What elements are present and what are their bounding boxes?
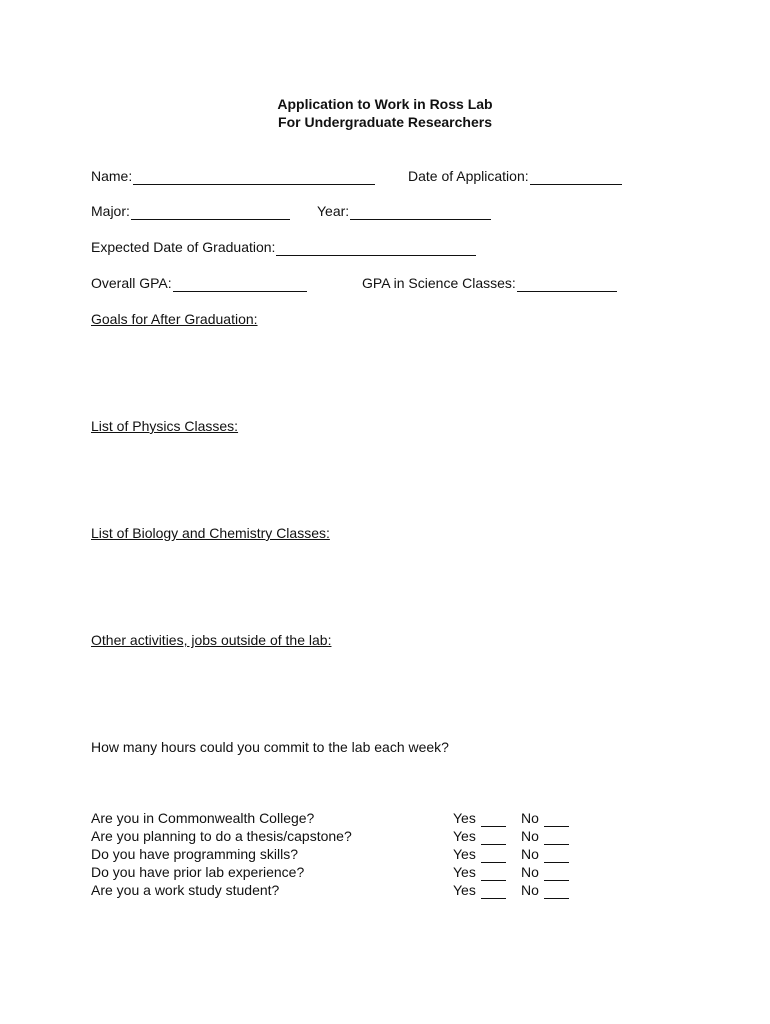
name-label: Name: [91, 168, 133, 184]
no-blank[interactable] [544, 884, 569, 899]
yes-label: Yes [453, 864, 476, 880]
no-option[interactable] [521, 881, 569, 899]
form-subtitle: For Undergraduate Researchers [278, 114, 492, 130]
question-text: Are you a work study student? [91, 882, 280, 898]
yes-no-question-row [91, 809, 651, 827]
yes-no-question-row [91, 881, 651, 899]
no-label: No [521, 810, 539, 826]
no-label: No [521, 864, 539, 880]
major-field[interactable] [91, 202, 290, 220]
no-blank[interactable] [544, 830, 569, 845]
overall-gpa-blank[interactable] [173, 277, 307, 292]
yes-label: Yes [453, 828, 476, 844]
date-of-application-label: Date of Application: [408, 168, 529, 184]
yes-no-question-row [91, 845, 651, 863]
yes-label: Yes [453, 810, 476, 826]
year-label: Year: [317, 203, 350, 219]
no-option[interactable] [521, 827, 569, 845]
no-blank[interactable] [544, 848, 569, 863]
yes-no-question-row [91, 863, 651, 881]
major-label: Major: [91, 203, 130, 219]
question-text: Are you planning to do a thesis/capstone? [91, 828, 352, 844]
yes-option[interactable] [453, 809, 506, 827]
no-label: No [521, 846, 539, 862]
date-of-application-field[interactable] [408, 167, 622, 185]
no-label: No [521, 828, 539, 844]
yes-option[interactable] [453, 827, 506, 845]
date-of-application-blank[interactable] [530, 170, 622, 185]
yes-option[interactable] [453, 863, 506, 881]
question-text: Are you in Commonwealth College? [91, 810, 315, 826]
hours-question: How many hours could you commit to the lab each week? [91, 739, 449, 755]
overall-gpa-label: Overall GPA: [91, 275, 172, 291]
no-option[interactable] [521, 863, 569, 881]
year-field[interactable] [317, 202, 491, 220]
expected-graduation-label: Expected Date of Graduation: [91, 239, 276, 255]
no-option[interactable] [521, 845, 569, 863]
yes-label: Yes [453, 846, 476, 862]
major-blank[interactable] [131, 205, 290, 220]
yes-blank[interactable] [481, 812, 506, 827]
year-blank[interactable] [350, 205, 491, 220]
question-text: Do you have programming skills? [91, 846, 298, 862]
bio-chem-section-heading: List of Biology and Chemistry Classes: [91, 525, 330, 541]
gpa-science-label: GPA in Science Classes: [362, 275, 516, 291]
yes-option[interactable] [453, 881, 506, 899]
yes-no-question-row [91, 827, 651, 845]
overall-gpa-field[interactable] [91, 274, 307, 292]
no-option[interactable] [521, 809, 569, 827]
yes-blank[interactable] [481, 866, 506, 881]
gpa-science-field[interactable] [362, 274, 617, 292]
no-blank[interactable] [544, 812, 569, 827]
gpa-science-blank[interactable] [517, 277, 617, 292]
name-blank[interactable] [133, 170, 375, 185]
form-title: Application to Work in Ross Lab [277, 96, 493, 112]
yes-blank[interactable] [481, 884, 506, 899]
expected-graduation-field[interactable] [91, 238, 476, 256]
no-blank[interactable] [544, 866, 569, 881]
physics-section-heading: List of Physics Classes: [91, 418, 239, 434]
name-field[interactable] [91, 167, 375, 185]
goals-section-heading: Goals for After Graduation: [91, 311, 258, 327]
no-label: No [521, 882, 539, 898]
question-text: Do you have prior lab experience? [91, 864, 305, 880]
expected-graduation-blank[interactable] [276, 241, 476, 256]
activities-section-heading: Other activities, jobs outside of the lab: [91, 632, 332, 648]
yes-blank[interactable] [481, 848, 506, 863]
yes-label: Yes [453, 882, 476, 898]
yes-option[interactable] [453, 845, 506, 863]
yes-blank[interactable] [481, 830, 506, 845]
